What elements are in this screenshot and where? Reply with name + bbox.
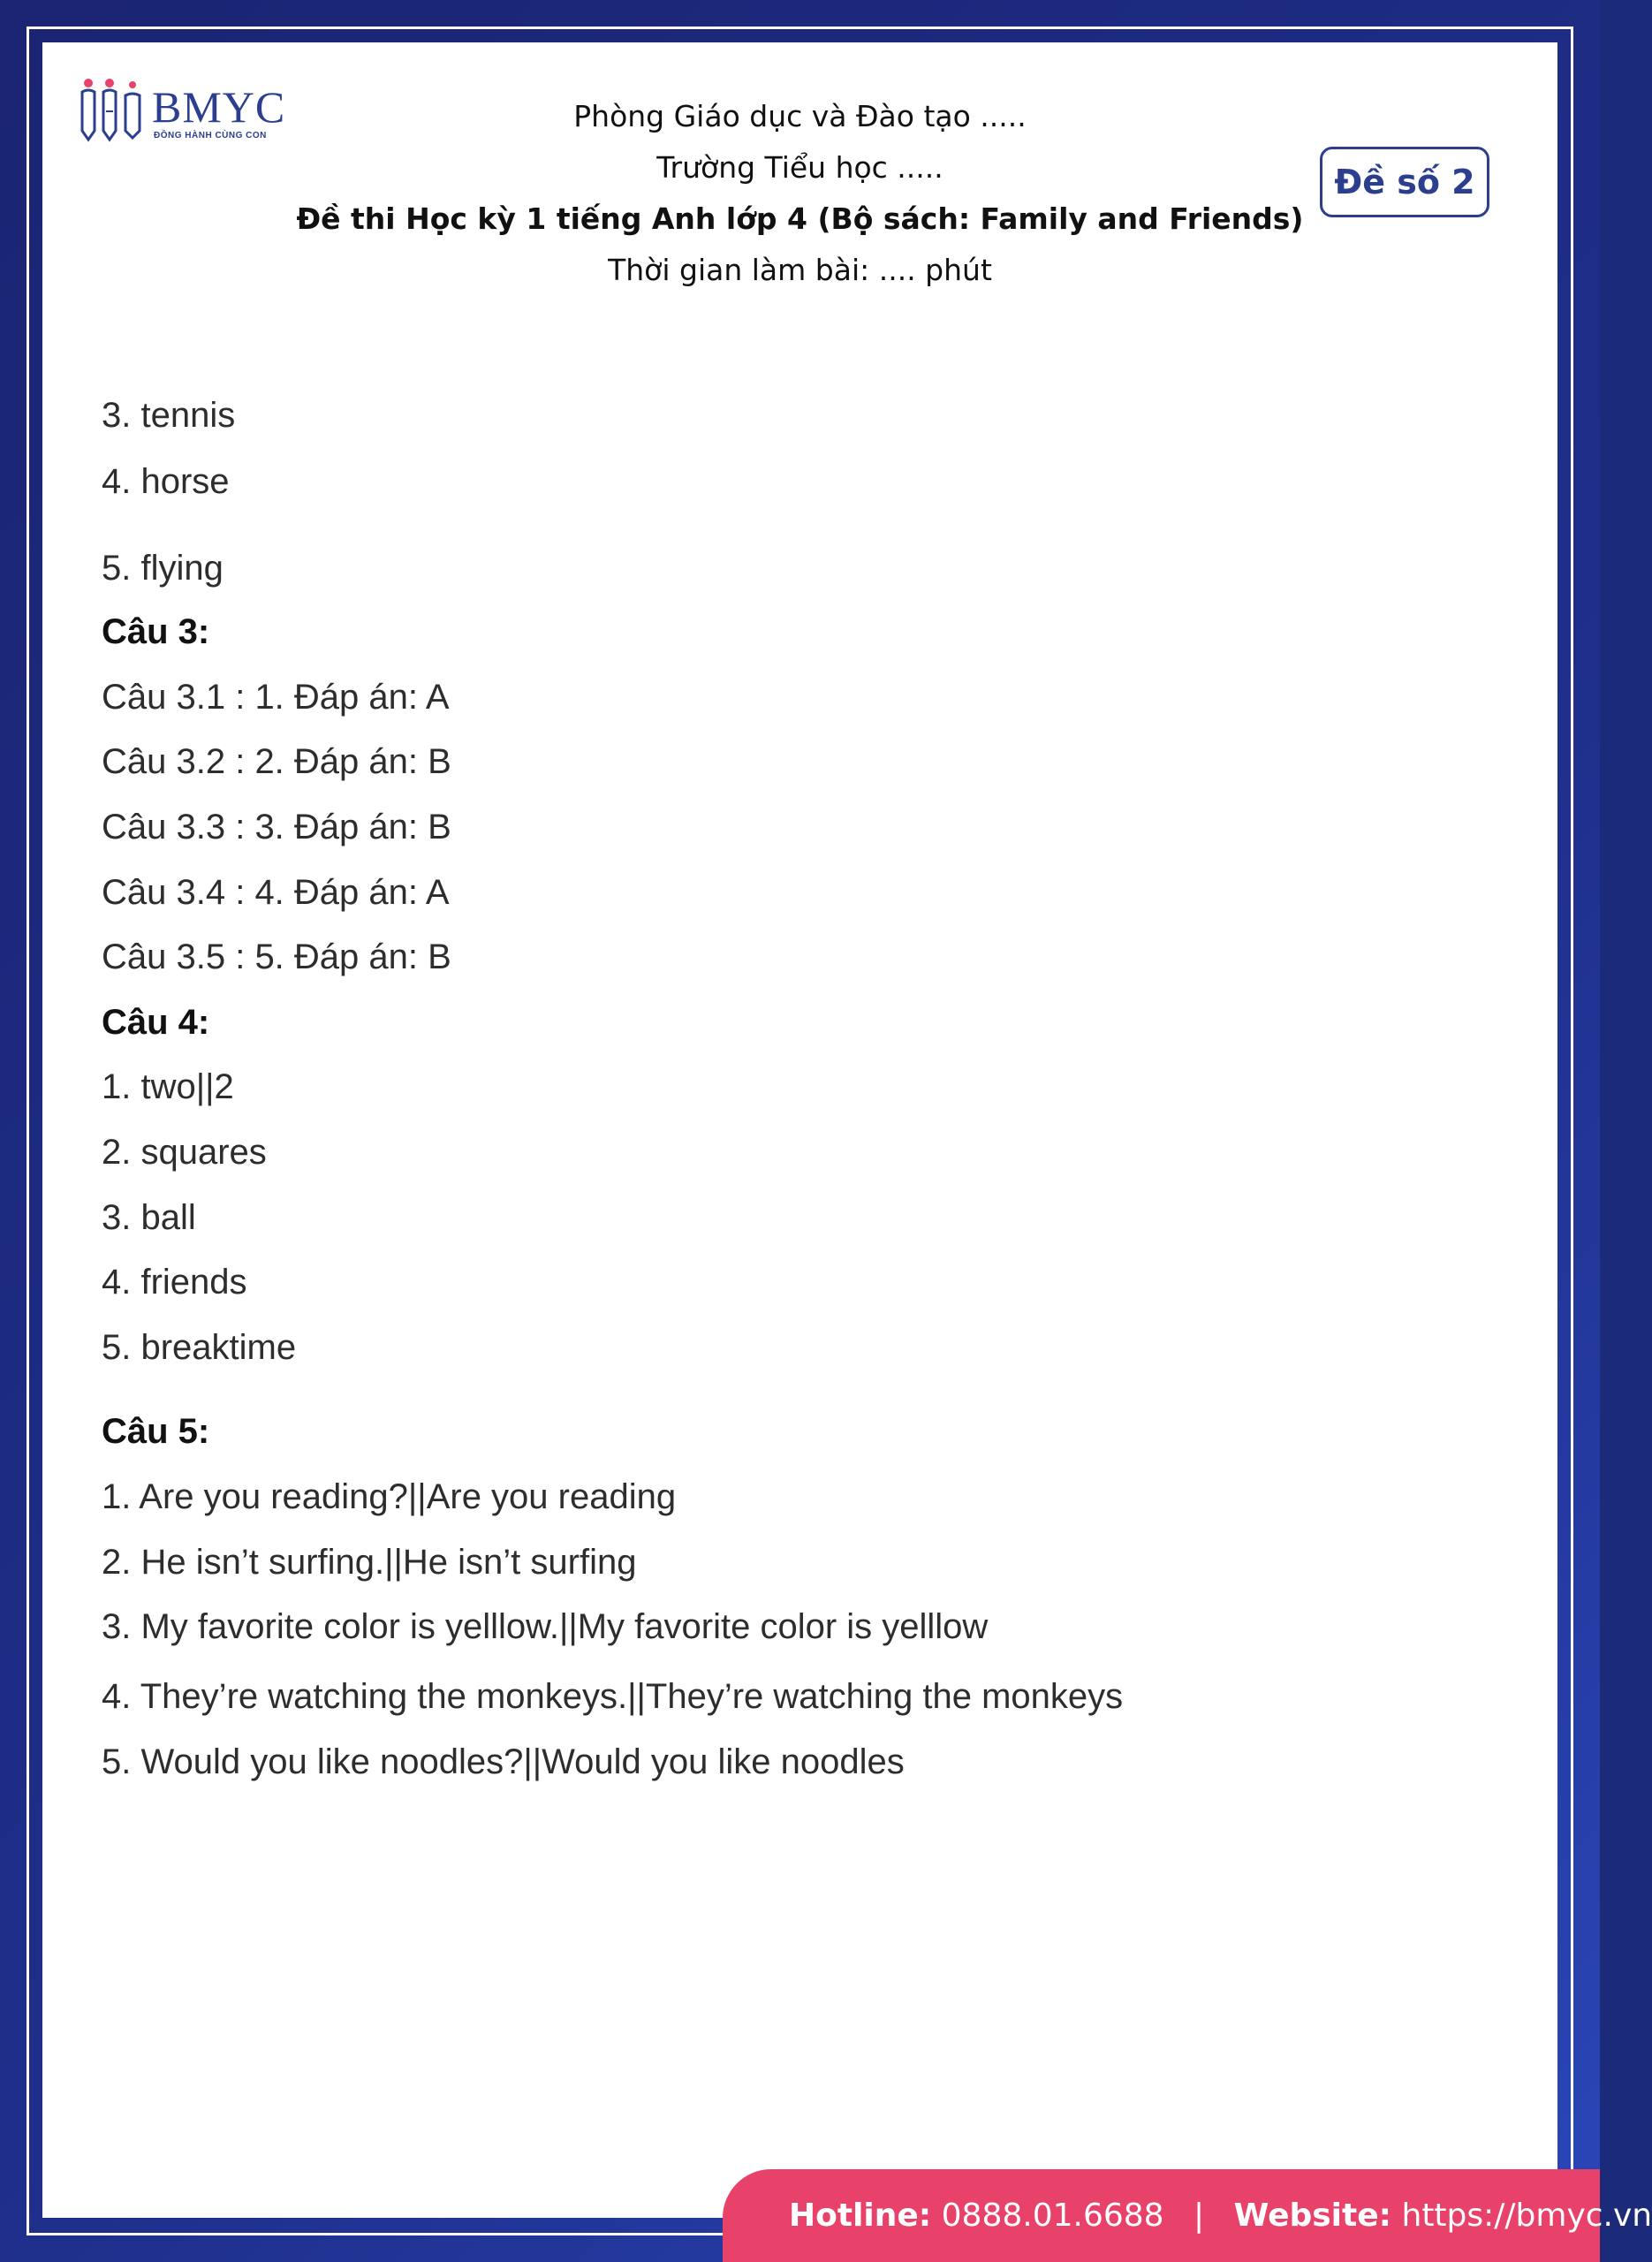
logo-figures-icon xyxy=(80,76,150,147)
hotline-number[interactable]: 0888.01.6688 xyxy=(941,2197,1164,2234)
document-header xyxy=(219,91,1381,296)
hotline-label: Hotline: xyxy=(789,2197,932,2234)
answer-line: 4. horse xyxy=(102,462,230,501)
answer-line: Câu 3.2 : 2. Đáp án: B xyxy=(102,742,451,781)
footer-separator: | xyxy=(1194,2197,1205,2234)
answer-line: Câu 3.5 : 5. Đáp án: B xyxy=(102,937,451,976)
answer-line: Câu 3.1 : 1. Đáp án: A xyxy=(102,678,450,717)
answer-line: 3. ball xyxy=(102,1198,196,1237)
exam-number-badge: Đề số 2 xyxy=(1320,147,1489,217)
logo-brand: BMYC xyxy=(152,82,286,132)
contact-footer xyxy=(723,2169,1652,2262)
footer-contact-text xyxy=(789,2169,1652,2262)
answer-line: 3. My favorite color is yelllow.||My favorite color is yelllow xyxy=(102,1607,989,1646)
answer-line: 2. squares xyxy=(102,1133,267,1172)
answer-line: 5. Would you like noodles?||Would you like noodles xyxy=(102,1742,905,1781)
answer-line: 4. They’re watching the monkeys.||They’re watching the monkeys xyxy=(102,1677,1124,1716)
answer-line: 1. Are you reading?||Are you reading xyxy=(102,1477,677,1516)
header-department: Phòng Giáo dục và Đào tạo ..... xyxy=(573,99,1027,133)
section-heading: Câu 3: xyxy=(102,612,210,651)
answer-line: Câu 3.3 : 3. Đáp án: B xyxy=(102,808,451,846)
answer-line: 5. breaktime xyxy=(102,1328,297,1367)
answer-line: 5. flying xyxy=(102,549,224,588)
logo-tagline: ĐỒNG HÀNH CÙNG CON xyxy=(154,131,267,140)
section-heading: Câu 4: xyxy=(102,1003,210,1042)
answer-line: 2. He isn’t surfing.||He isn’t surfing xyxy=(102,1543,637,1582)
section-heading: Câu 5: xyxy=(102,1412,210,1451)
document-page xyxy=(42,42,1557,2218)
answer-line: 3. tennis xyxy=(102,396,236,435)
header-school: Trường Tiểu học ..... xyxy=(656,150,943,185)
answer-line: Câu 3.4 : 4. Đáp án: A xyxy=(102,873,450,912)
header-exam-title: Đề thi Học kỳ 1 tiếng Anh lớp 4 (Bộ sách: Family and Friends) xyxy=(296,201,1304,236)
website-label: Website: xyxy=(1233,2197,1392,2234)
answer-line: 4. friends xyxy=(102,1263,247,1302)
website-link[interactable]: https://bmyc.vn xyxy=(1401,2197,1652,2234)
header-duration: Thời gian làm bài: .... phút xyxy=(608,253,992,287)
answer-line: 1. two||2 xyxy=(102,1067,234,1106)
